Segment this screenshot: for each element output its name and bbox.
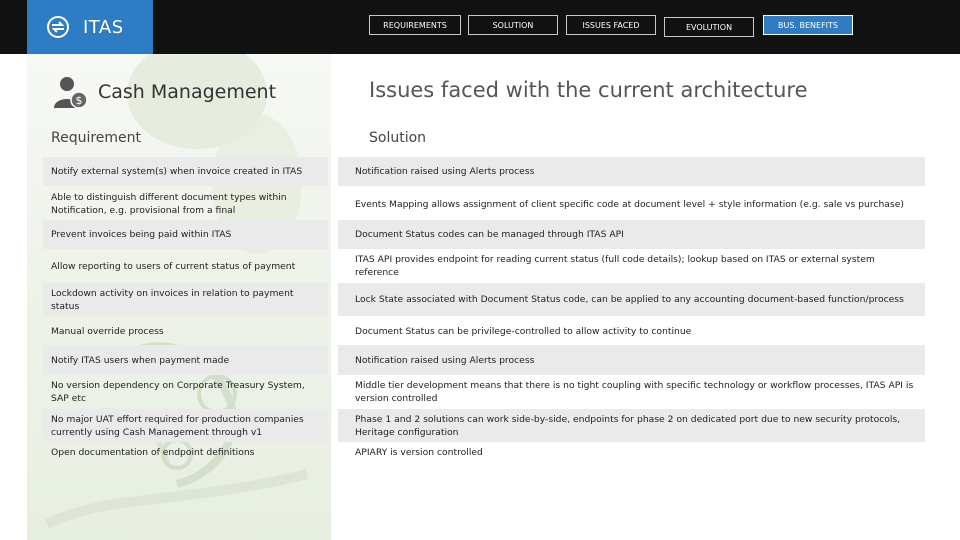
requirement-cell: Able to distinguish different document types within Notification, e.g. provisional from a final xyxy=(51,192,287,216)
logo-text: ITAS xyxy=(83,16,124,38)
requirement-cell: No major UAT effort required for production companies currently using Cash Management through v1 xyxy=(43,409,328,442)
requirement-cell: Allow reporting to users of current status of payment xyxy=(51,260,296,272)
requirement-column-header: Requirement xyxy=(51,130,142,146)
requirement-cell: Open documentation of endpoint definitions xyxy=(51,446,255,458)
table-row xyxy=(43,220,925,249)
requirement-cell: Lockdown activity on invoices in relation to payment status xyxy=(43,283,328,316)
solution-cell: Notification raised using Alerts process xyxy=(338,345,925,375)
logo[interactable] xyxy=(27,0,153,54)
nav-bus-benefits-button[interactable]: BUS. BENEFITS xyxy=(763,15,853,35)
solution-cell: Phase 1 and 2 solutions can work side-by-side, endpoints for phase 2 on dedicated port due to new security protocols, Heritage configuration xyxy=(338,409,925,442)
solution-cell: Document Status can be privilege-controlled to allow activity to continue xyxy=(355,325,692,337)
itas-logo-icon xyxy=(46,15,70,39)
solution-column-header: Solution xyxy=(369,130,427,146)
section-title: Cash Management xyxy=(98,81,277,103)
solution-cell: APIARY is version controlled xyxy=(355,446,483,458)
solution-cell: Notification raised using Alerts process xyxy=(338,157,925,186)
page-title: Issues faced with the current architecture xyxy=(369,78,808,102)
requirement-cell: Manual override process xyxy=(51,325,164,337)
nav-evolution-button[interactable]: EVOLUTION xyxy=(664,17,754,37)
requirement-cell: Prevent invoices being paid within ITAS xyxy=(43,220,328,249)
table-row xyxy=(43,188,925,220)
table-row xyxy=(43,283,925,316)
table-row xyxy=(43,375,925,408)
solution-cell: ITAS API provides endpoint for reading current status (full code details); lookup based on ITAS or external system reference xyxy=(355,254,875,278)
nav-solution-button[interactable]: SOLUTION xyxy=(468,15,558,35)
table-row xyxy=(43,409,925,442)
solution-cell: Events Mapping allows assignment of client specific code at document level + style information (e.g. sale vs purchase) xyxy=(355,198,904,210)
solution-cell: Middle tier development means that there is no tight coupling with specific technology or workflow processes, ITAS API is version controlled xyxy=(355,379,914,404)
solution-cell: Document Status codes can be managed through ITAS API xyxy=(338,220,925,249)
table-row xyxy=(43,317,925,345)
table-row xyxy=(43,345,925,375)
svg-text:$: $ xyxy=(75,94,83,107)
requirement-cell: Notify external system(s) when invoice created in ITAS xyxy=(43,157,328,186)
table-row xyxy=(43,250,925,282)
requirement-cell: Notify ITAS users when payment made xyxy=(43,345,328,375)
nav-issues-faced-button[interactable]: ISSUES FACED xyxy=(566,15,656,35)
user-dollar-icon xyxy=(50,74,90,110)
solution-cell: Lock State associated with Document Status code, can be applied to any accounting document-based function/process xyxy=(338,283,925,316)
nav-requirements-button[interactable]: REQUIREMENTS xyxy=(369,15,461,35)
table-row xyxy=(43,442,925,462)
requirement-cell: No version dependency on Corporate Treasury System, SAP etc xyxy=(51,379,305,404)
table-row xyxy=(43,157,925,186)
